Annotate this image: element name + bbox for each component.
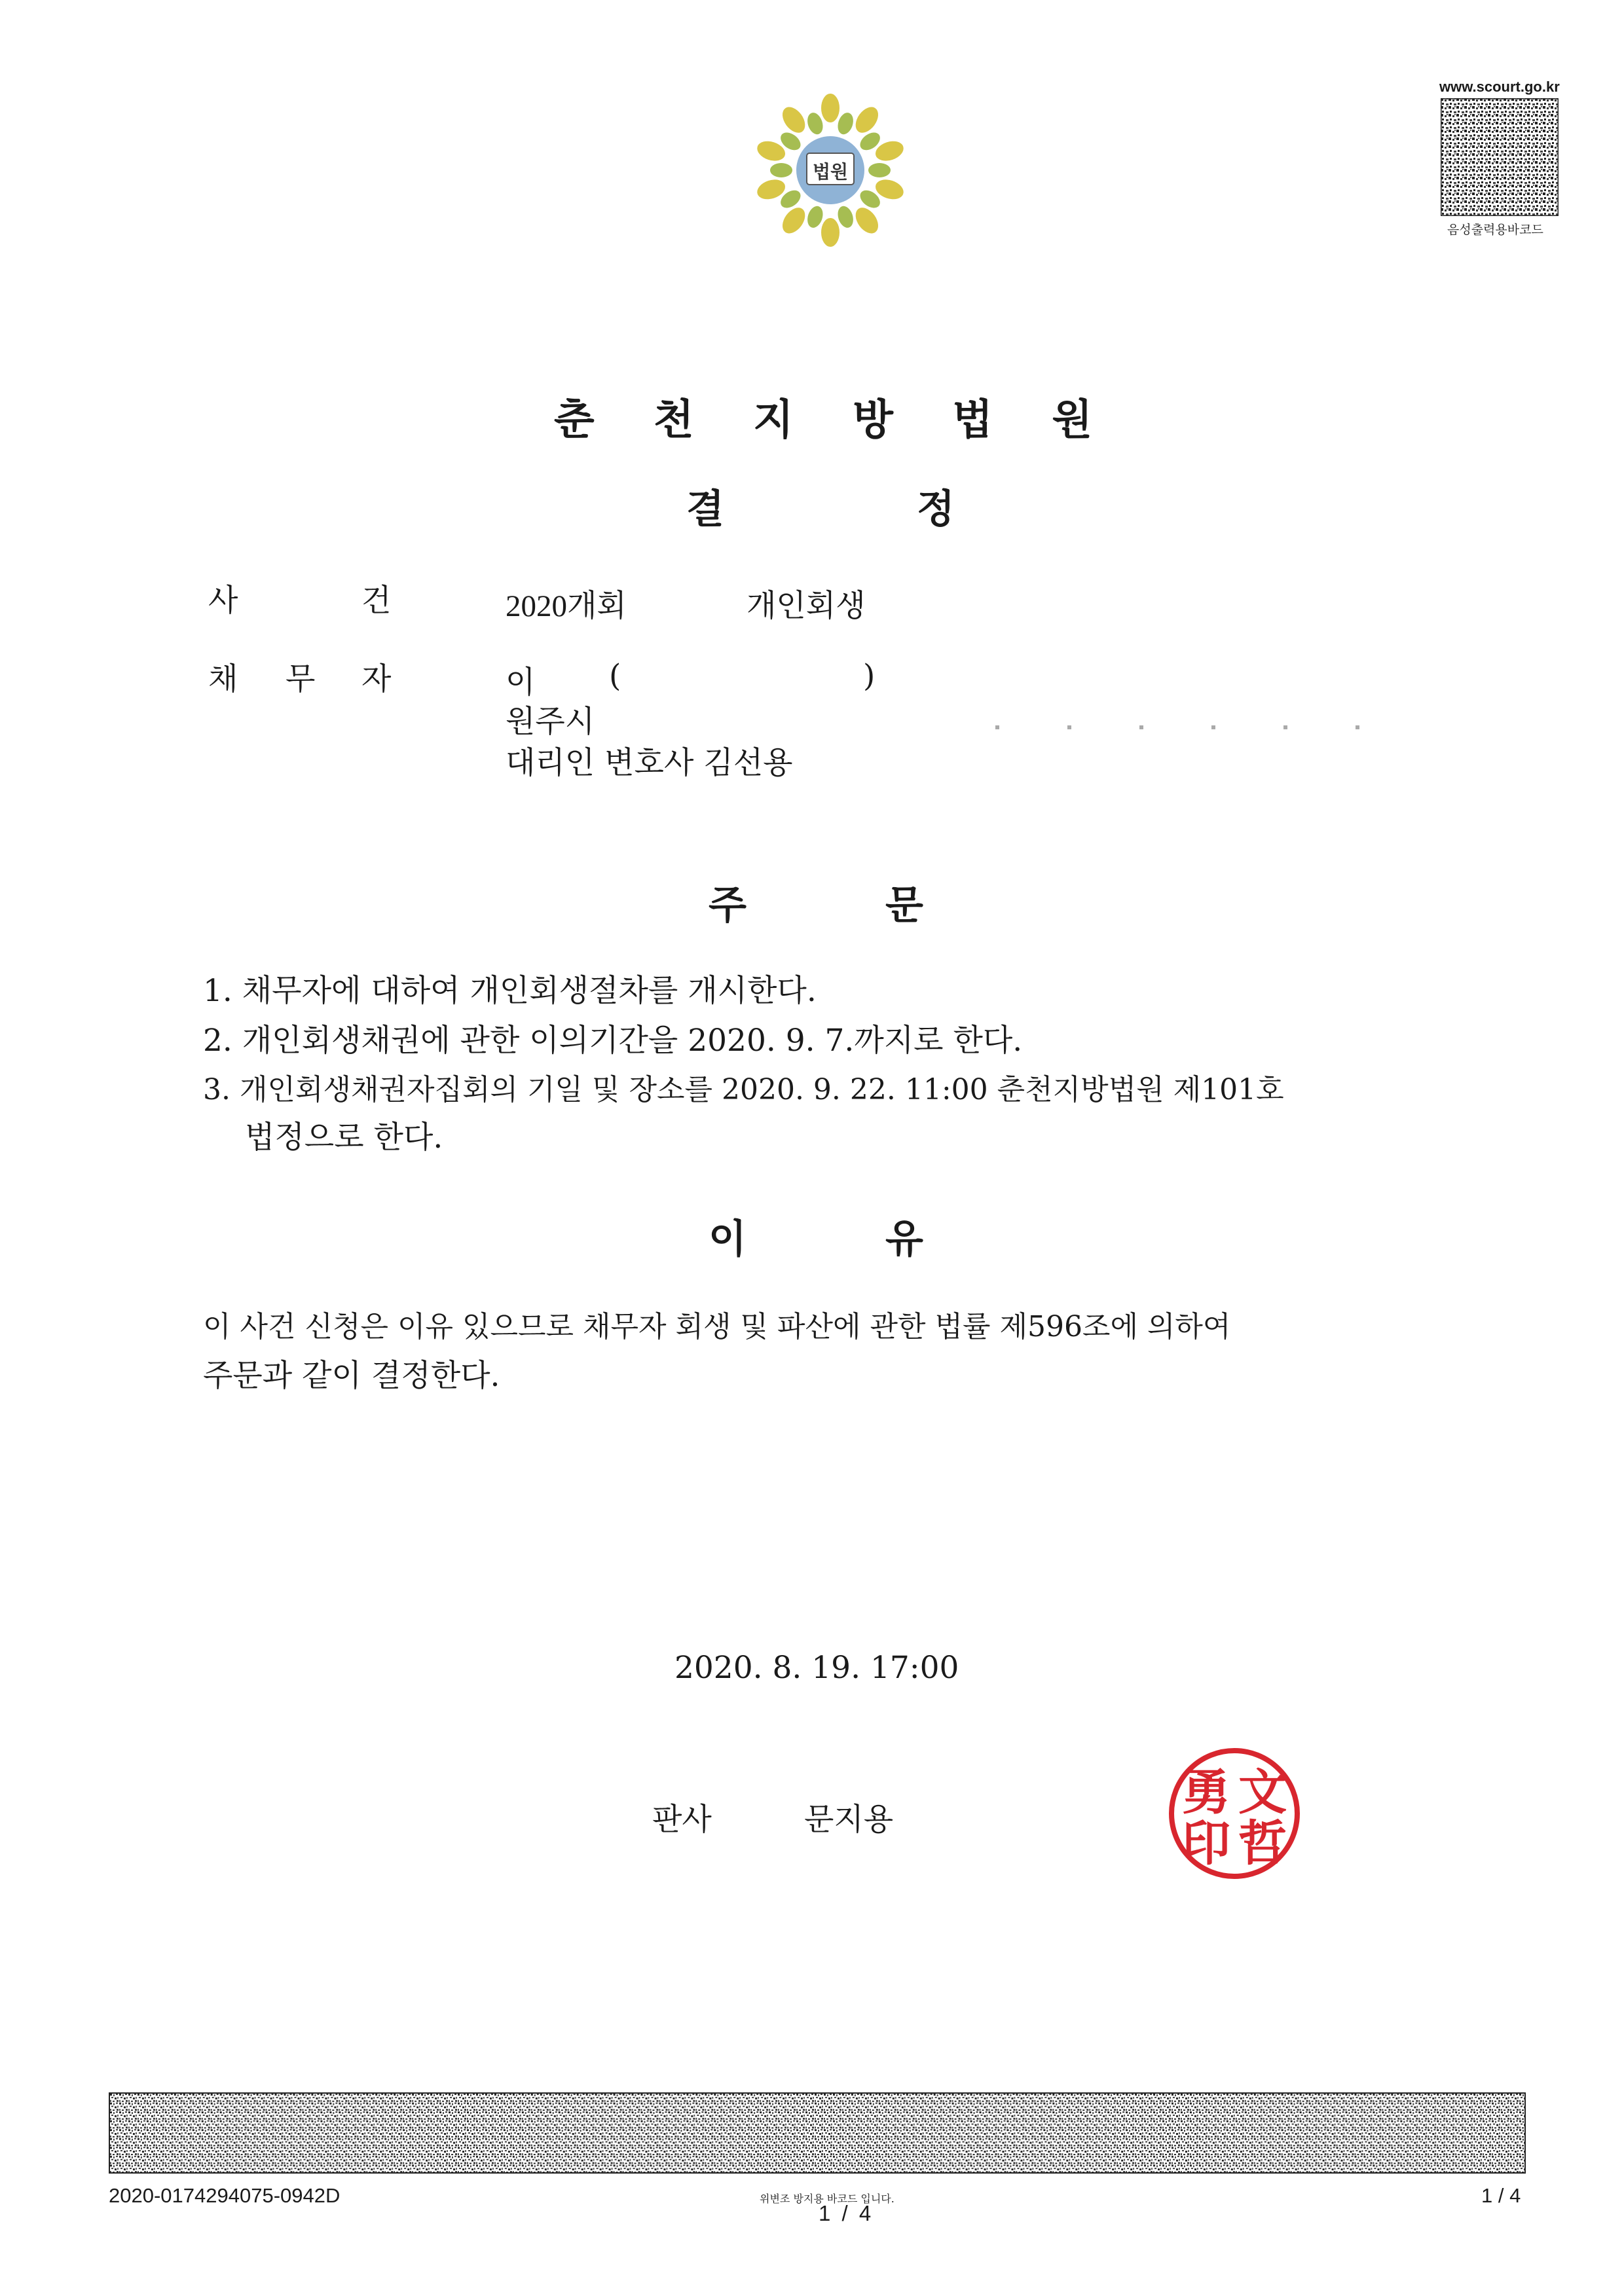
reason-line-1: 이 사건 신청은 이유 있으므로 채무자 회생 및 파산에 관한 법률 제596조에 의하여 xyxy=(203,1310,1231,1343)
qr-caption: 음성출력용바코드 xyxy=(1447,223,1543,237)
debtor-paren-close: ) xyxy=(863,658,876,694)
qr-url: www.scourt.go.kr xyxy=(1439,79,1560,95)
court-emblem xyxy=(752,92,909,249)
reason-line-2: 주문과 같이 결정한다. xyxy=(203,1358,500,1394)
debtor-address: 원주시 xyxy=(506,704,595,740)
order-heading-right: 문 xyxy=(885,883,923,928)
redaction-residue xyxy=(995,725,1362,729)
barcode-caption: 위변조 방지용 바코드 입니다. xyxy=(760,2193,895,2205)
case-number: 2020개회 xyxy=(506,589,627,623)
order-heading-left: 주 xyxy=(709,883,747,928)
judge-seal xyxy=(1166,1745,1303,1882)
seal-char-3: 勇 xyxy=(1182,1764,1230,1821)
debtor-paren-open: ( xyxy=(609,658,621,694)
voice-output-barcode xyxy=(1441,98,1559,216)
judge-title: 판사 xyxy=(652,1802,712,1838)
order-item-3: 3. 개인회생채권자집회의 기일 및 장소를 2020. 9. 22. 11:00 춘천지방법원 제101호 xyxy=(203,1073,1284,1106)
order-item-1: 1. 채무자에 대하여 개인회생절차를 개시한다. xyxy=(203,973,817,1009)
debtor-agent: 대리인 변호사 김선용 xyxy=(506,745,793,781)
doc-type-right: 정 xyxy=(917,486,955,532)
document-code: 2020-0174294075-0942D xyxy=(109,2184,341,2207)
page-number-center: 1 / 4 xyxy=(819,2201,874,2225)
reason-heading-right: 유 xyxy=(885,1216,923,1262)
debtor-label-1: 채 xyxy=(208,661,238,697)
seal-char-1: 文 xyxy=(1238,1764,1287,1821)
seal-char-2: 哲 xyxy=(1238,1815,1287,1872)
court-name: 춘 천 지 방 법 원 xyxy=(553,396,1115,445)
seal-char-4: 印 xyxy=(1182,1815,1230,1872)
emblem-text: 법원 xyxy=(812,161,849,183)
debtor-label-3: 자 xyxy=(361,661,392,697)
case-label-1: 사 xyxy=(208,583,238,619)
page-number-right: 1 / 4 xyxy=(1481,2184,1521,2207)
order-item-3-cont: 법정으로 한다. xyxy=(245,1120,443,1156)
doc-type-left: 결 xyxy=(686,486,724,532)
debtor-label-2: 무 xyxy=(286,661,316,697)
debtor-name: 이 xyxy=(506,665,536,701)
anti-forgery-barcode xyxy=(109,2092,1526,2174)
decision-date: 2020. 8. 19. 17:00 xyxy=(674,1650,959,1686)
case-label-2: 건 xyxy=(361,583,392,619)
judge-name: 문지용 xyxy=(804,1802,894,1838)
order-item-2: 2. 개인회생채권에 관한 이의기간을 2020. 9. 7.까지로 한다. xyxy=(203,1023,1023,1059)
case-type: 개인회생 xyxy=(747,588,866,624)
reason-heading-left: 이 xyxy=(709,1216,747,1262)
